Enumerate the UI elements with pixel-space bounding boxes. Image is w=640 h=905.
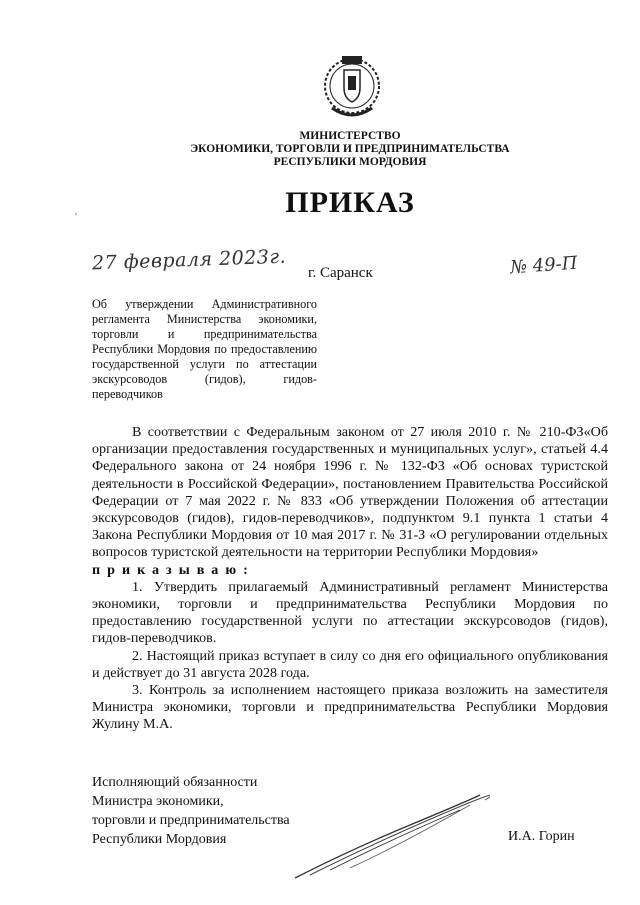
handwritten-signature (290, 790, 490, 885)
document-body (92, 424, 608, 734)
signatory-role (92, 773, 290, 849)
decree-word: приказываю: (92, 561, 255, 578)
handwritten-date: 27 февраля 2023г. (91, 245, 287, 275)
city-label: г. Саранск (308, 265, 373, 281)
handwritten-number: № 49-П (509, 252, 579, 279)
ministry-header (150, 130, 550, 169)
ministry-line-1: МИНИСТЕРСТВО (299, 130, 401, 142)
preamble-paragraph: В соответствии с Федеральным законом от 27 июля 2010 г. № 210-ФЗ«Об организации предоставления государственных и муниципальных услуг», статьей 4.4 Федерального закона от 24 ноября 1996 г. № 132-ФЗ «Об основах туристской деятельности в Российской Федерации», постановлением Правительства Российской Федерации от 7 мая 2022 г. № 833 «Об утверждении Положения об аттестации экскурсоводов (гидов), гидов-переводчиков», подпунктом 9.1 пункта 1 статьи 4 Закона Республики Мордовия от 10 мая 2017 г. № 31-З «О регулировании отдельных вопросов туристской деятельности на территории Республики Мордовия» (92, 424, 608, 561)
item-1: 1. Утвердить прилагаемый Административный регламент Министерства экономики, торговли и предпринимательства Республики Мордовия по предоставлению государственной услуги по аттестации экскурсоводов (гидов), гидов-переводчиков. (92, 578, 608, 647)
coat-of-arms-emblem (318, 48, 386, 128)
item-3: 3. Контроль за исполнением настоящего приказа возложить на заместителя Министра экономики, торговли и предпринимательства Республики Мордовия Жулину М.А. (92, 682, 608, 733)
ministry-line-3: РЕСПУБЛИКИ МОРДОВИЯ (273, 156, 427, 168)
item-2: 2. Настоящий приказ вступает в силу со дня его официального опубликования и действует до 31 августа 2028 года. (92, 647, 608, 681)
role-line-4: Республики Мордовия (92, 832, 227, 847)
role-line-3: торговли и предпринимательства (92, 813, 290, 828)
subject-block: Об утверждении Административного регламента Министерства экономики, торговли и предпринимательства Республики Мордовия по предоставлению государственной услуги по аттестации экскурсоводов (гидов), гидов-переводчиков (92, 297, 317, 401)
role-line-2: Министра экономики, (92, 794, 224, 809)
role-line-1: Исполняющий обязанности (92, 775, 258, 790)
signatory-name: И.А. Горин (508, 829, 575, 844)
margin-mark: ' (75, 212, 77, 223)
ministry-line-2: ЭКОНОМИКИ, ТОРГОВЛИ И ПРЕДПРИНИМАТЕЛЬСТВА (190, 143, 510, 155)
document-title: ПРИКАЗ (285, 186, 415, 219)
